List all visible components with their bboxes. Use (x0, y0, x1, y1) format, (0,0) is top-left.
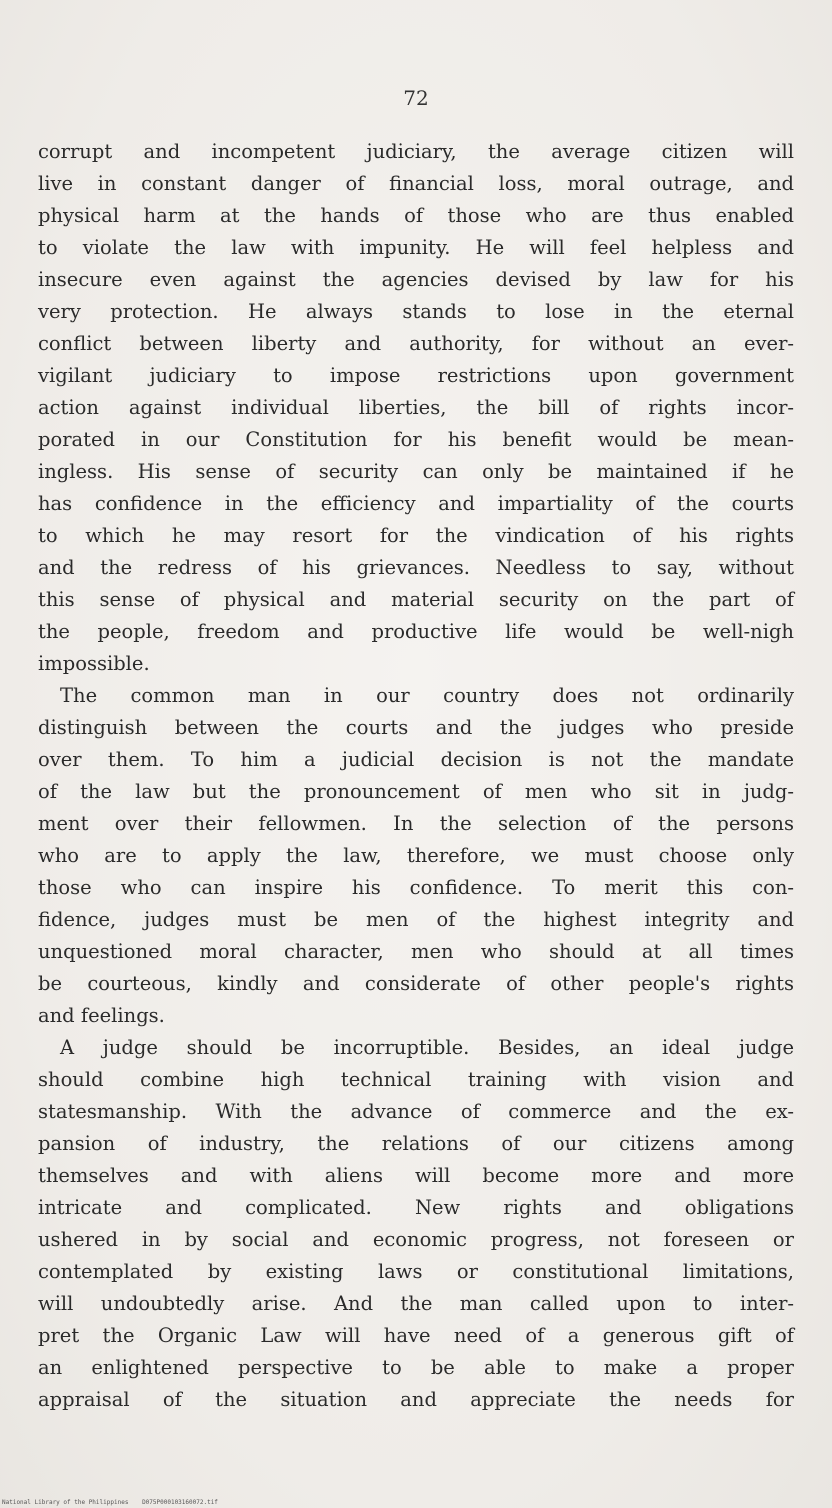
text-line: to which he may resort for the vindication of his rights (38, 524, 794, 547)
text-line: impossible. (38, 652, 150, 675)
text-line: to violate the law with impunity. He will feel helpless and (38, 236, 794, 259)
text-line: statesmanship. With the advance of commerce and the ex- (38, 1100, 794, 1123)
page-number: 72 (403, 86, 429, 110)
text-line: vigilant judiciary to impose restrictions upon government (38, 364, 794, 387)
scan-footer (2, 1499, 218, 1506)
text-line: intricate and complicated. New rights and obligations (38, 1196, 794, 1219)
text-line: corrupt and incompetent judiciary, the average citizen will (38, 140, 794, 163)
paragraph-1 (38, 136, 794, 680)
text-line: contemplated by existing laws or constitutional limitations, (38, 1260, 794, 1283)
text-line: porated in our Constitution for his benefit would be mean- (38, 428, 794, 451)
text-line: the people, freedom and productive life would be well-nigh (38, 620, 794, 643)
footer-file-id: D075P000103160072.tif (142, 1499, 218, 1506)
text-line: fidence, judges must be men of the highest integrity and (38, 908, 794, 931)
text-line: an enlightened perspective to be able to make a proper (38, 1356, 794, 1379)
text-line: pret the Organic Law will have need of a generous gift of (38, 1324, 794, 1347)
text-line: physical harm at the hands of those who are thus enabled (38, 204, 794, 227)
text-line: The common man in our country does not ordinarily (60, 684, 794, 707)
text-line: A judge should be incorruptible. Besides, an ideal judge (60, 1036, 794, 1059)
text-line: appraisal of the situation and appreciate the needs for (38, 1388, 794, 1411)
text-line: has confidence in the efficiency and impartiality of the courts (38, 492, 794, 515)
text-line: unquestioned moral character, men who should at all times (38, 940, 794, 963)
text-line: and feelings. (38, 1004, 165, 1027)
body-text (38, 136, 794, 1416)
text-line: pansion of industry, the relations of our citizens among (38, 1132, 794, 1155)
text-line: will undoubtedly arise. And the man called upon to inter- (38, 1292, 794, 1315)
text-line: themselves and with aliens will become more and more (38, 1164, 794, 1187)
text-line: ingless. His sense of security can only be maintained if he (38, 460, 794, 483)
text-line: distinguish between the courts and the judges who preside (38, 716, 794, 739)
text-line: over them. To him a judicial decision is not the mandate (38, 748, 794, 771)
text-line: of the law but the pronouncement of men who sit in judg- (38, 780, 794, 803)
text-line: action against individual liberties, the bill of rights incor- (38, 396, 794, 419)
text-line: ment over their fellowmen. In the selection of the persons (38, 812, 794, 835)
paragraph-2 (38, 680, 794, 1032)
text-line: be courteous, kindly and considerate of other people's rights (38, 972, 794, 995)
paragraph-3 (38, 1032, 794, 1416)
text-line: should combine high technical training with vision and (38, 1068, 794, 1091)
text-line: live in constant danger of financial loss, moral outrage, and (38, 172, 794, 195)
text-line: insecure even against the agencies devised by law for his (38, 268, 794, 291)
footer-institution: National Library of the Philippines (2, 1499, 129, 1506)
text-line: this sense of physical and material security on the part of (38, 588, 794, 611)
text-line: conflict between liberty and authority, for without an ever- (38, 332, 794, 355)
text-line: very protection. He always stands to lose in the eternal (38, 300, 794, 323)
text-line: who are to apply the law, therefore, we must choose only (38, 844, 794, 867)
text-line: and the redress of his grievances. Needless to say, without (38, 556, 794, 579)
text-line: those who can inspire his confidence. To merit this con- (38, 876, 794, 899)
text-line: ushered in by social and economic progress, not foreseen or (38, 1228, 794, 1251)
